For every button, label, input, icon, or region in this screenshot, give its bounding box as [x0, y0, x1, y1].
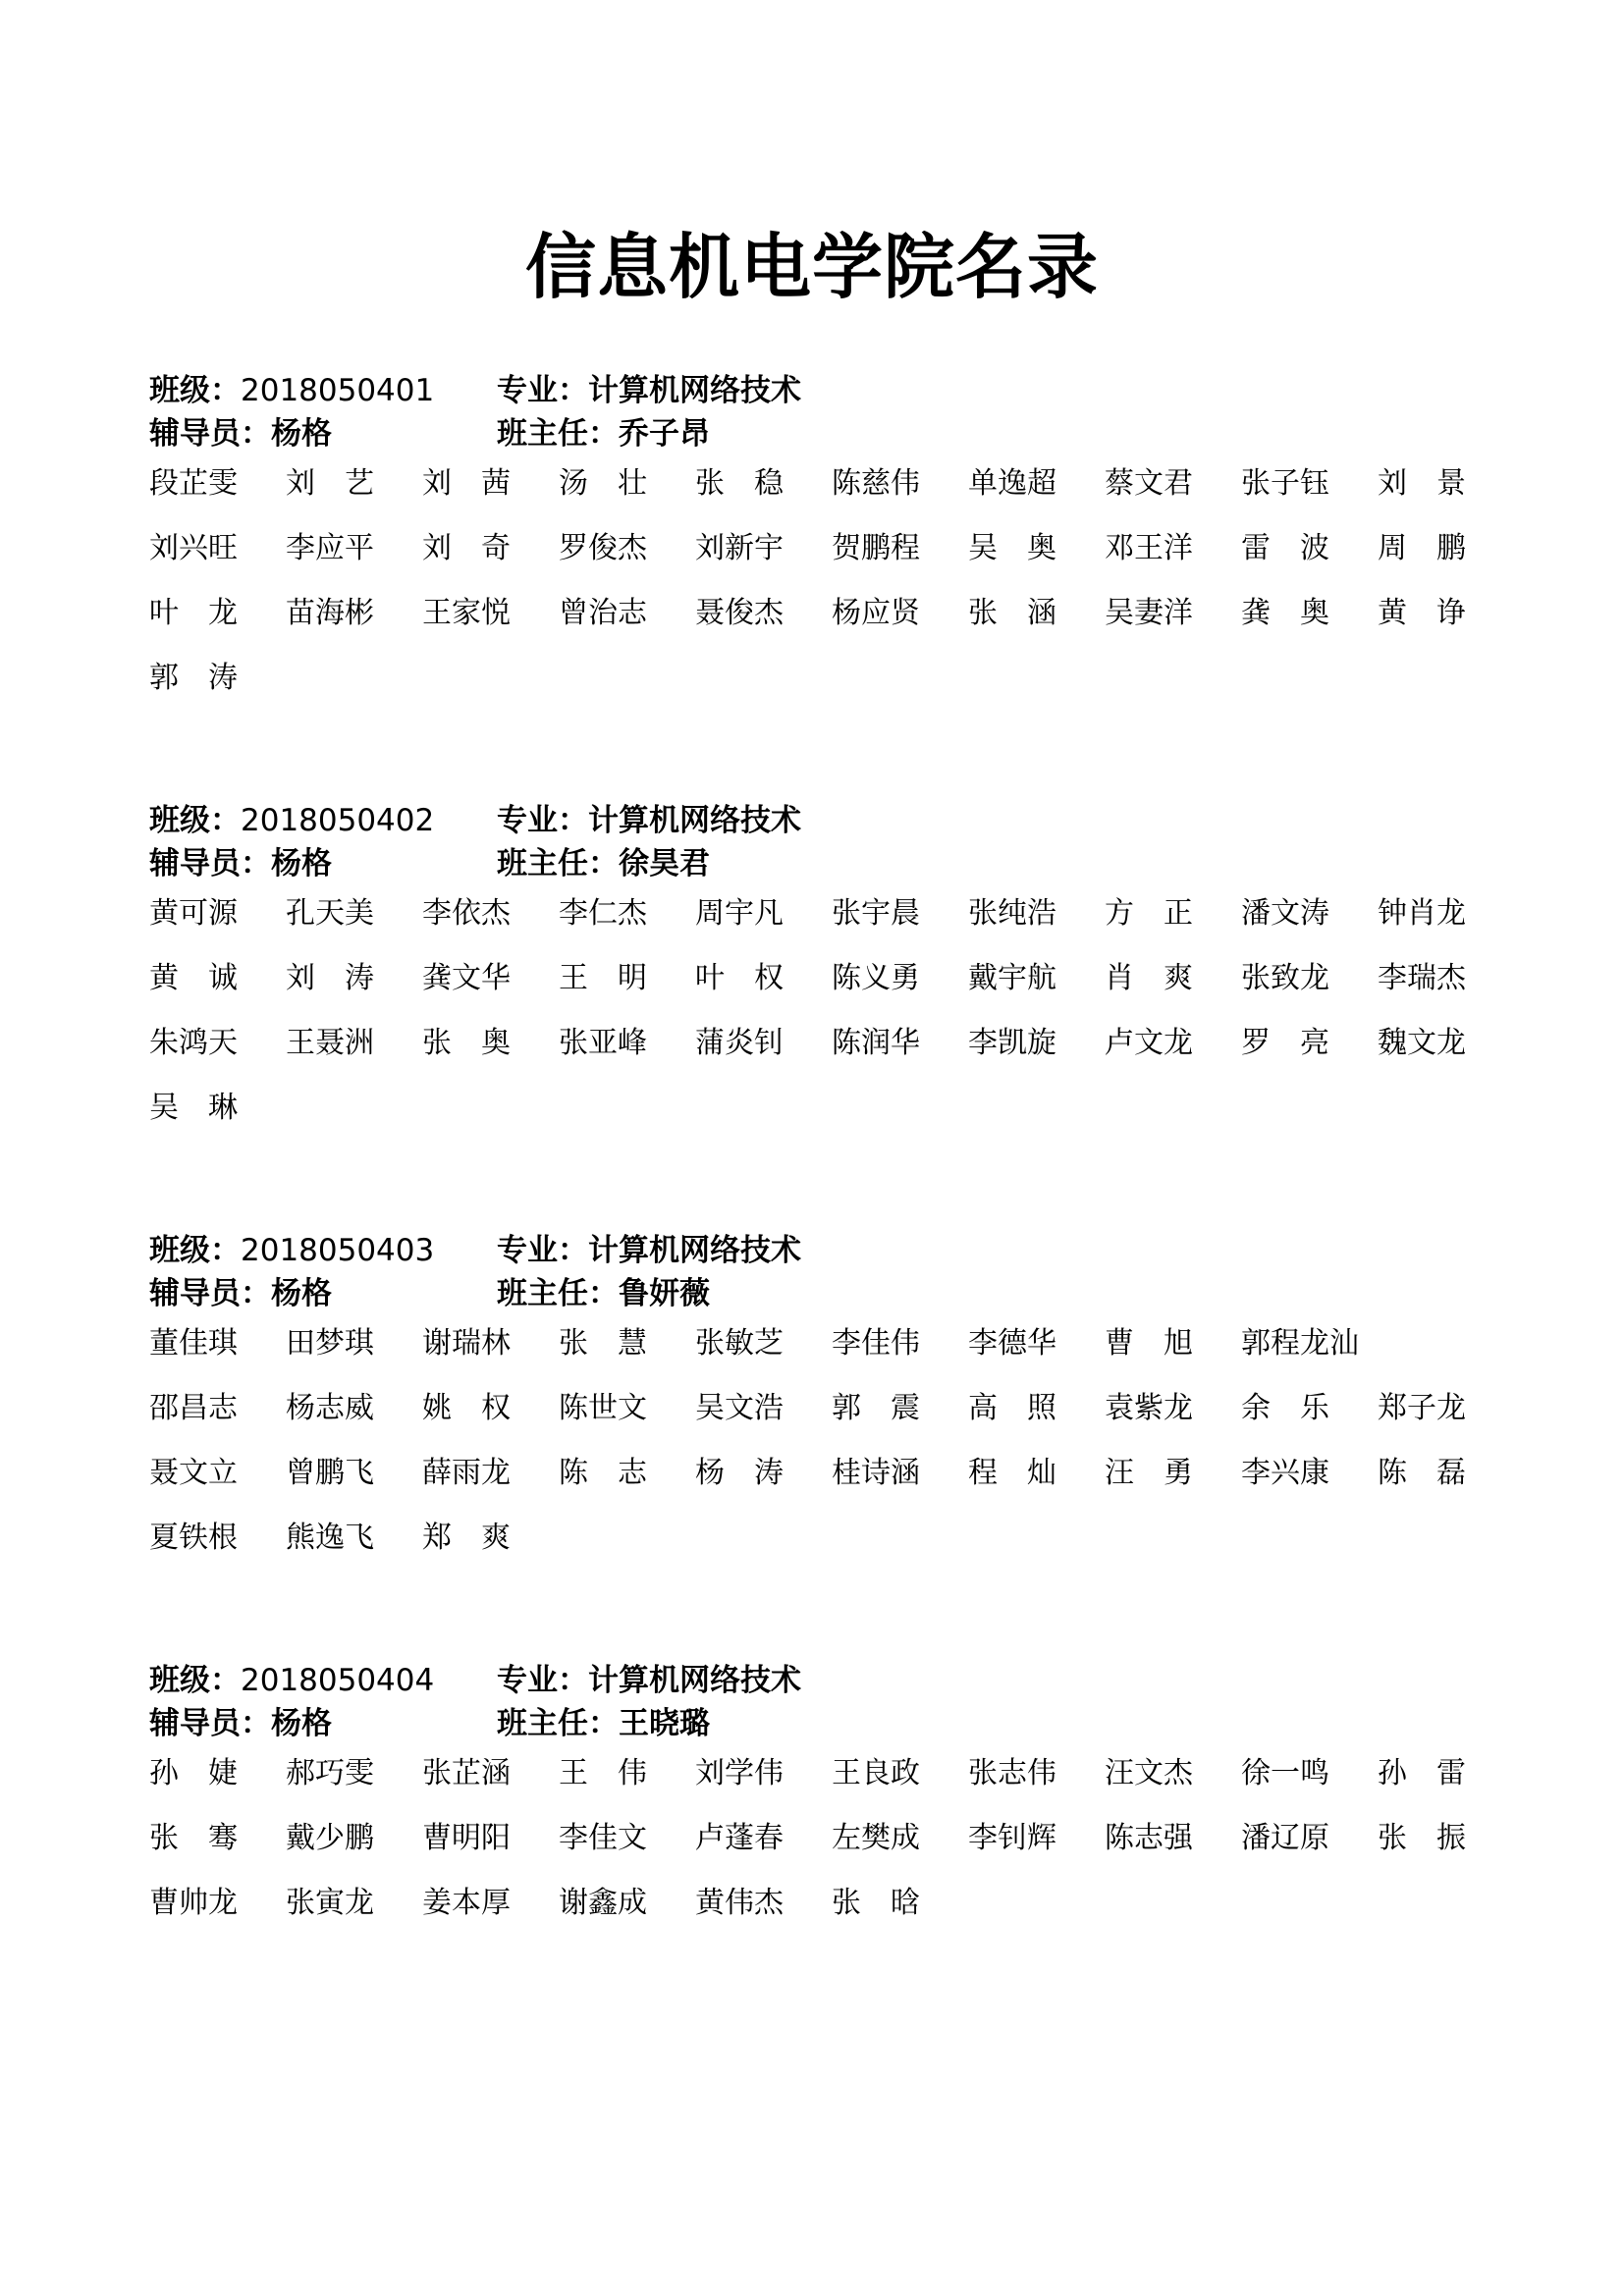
- student-name: 田梦琪: [286, 1326, 374, 1361]
- student-name: 熊逸飞: [286, 1521, 374, 1555]
- student-name: 张 骞: [149, 1821, 238, 1855]
- counselor-label: 辅导员：: [149, 846, 271, 881]
- student-name: 李应平: [286, 531, 374, 565]
- counselor-value: 杨格: [271, 1706, 332, 1741]
- class-section: [149, 1659, 1524, 1946]
- name-row: [149, 1086, 1524, 1150]
- name-row: [149, 1021, 1524, 1086]
- student-name: 钟肖龙: [1378, 896, 1466, 931]
- student-name: 贺鹏程: [832, 531, 920, 565]
- class-number: 2018050401: [241, 373, 435, 408]
- student-name: 夏铁根: [149, 1521, 238, 1555]
- head-teacher-label: 班主任：: [497, 846, 619, 881]
- student-name: 姜本厚: [422, 1886, 511, 1920]
- student-name: 桂诗涵: [832, 1456, 920, 1490]
- staff-header-line: [149, 412, 1524, 455]
- major-label: 专业：: [497, 373, 588, 408]
- student-name: 左樊成: [832, 1821, 920, 1855]
- major-info: [497, 1229, 801, 1272]
- class-header-line: [149, 369, 1524, 412]
- head-teacher-info: [497, 1702, 710, 1745]
- student-name: 潘文涛: [1241, 896, 1329, 931]
- counselor-info: [149, 412, 332, 455]
- student-name: 陈世文: [559, 1391, 647, 1425]
- student-name: 肖 爽: [1105, 961, 1193, 995]
- student-name: 张 晗: [832, 1886, 920, 1920]
- name-row: [149, 1881, 1524, 1946]
- name-row: [149, 526, 1524, 591]
- student-name: 魏文龙: [1378, 1026, 1466, 1060]
- student-name: 卢文龙: [1105, 1026, 1193, 1060]
- class-info: [149, 1659, 434, 1702]
- student-name: 吴文浩: [695, 1391, 784, 1425]
- head-teacher-info: [497, 842, 710, 885]
- name-row: [149, 1751, 1524, 1816]
- class-number: 2018050404: [241, 1663, 435, 1698]
- student-name: 郭 涛: [149, 661, 238, 695]
- student-names-grid: [149, 1751, 1524, 1946]
- staff-header-line: [149, 1272, 1524, 1315]
- student-name: 刘学伟: [695, 1756, 784, 1790]
- student-name: 李仁杰: [559, 896, 647, 931]
- student-name: 黄可源: [149, 896, 238, 931]
- student-name: 张宇晨: [832, 896, 920, 931]
- student-name: 李佳伟: [832, 1326, 920, 1361]
- student-name: 龚 奥: [1241, 596, 1329, 630]
- counselor-label: 辅导员：: [149, 1706, 271, 1741]
- head-teacher-value: 乔子昂: [619, 416, 710, 452]
- student-name: 曾治志: [559, 596, 647, 630]
- student-names-grid: [149, 891, 1524, 1150]
- class-info: [149, 369, 434, 412]
- student-name: 朱鸿天: [149, 1026, 238, 1060]
- student-name: 汪文杰: [1105, 1756, 1193, 1790]
- student-name: 陈慈伟: [832, 466, 920, 501]
- name-row: [149, 461, 1524, 526]
- student-name: 徐一鸣: [1241, 1756, 1329, 1790]
- name-row: [149, 656, 1524, 721]
- student-name: 薛雨龙: [422, 1456, 511, 1490]
- head-teacher-value: 鲁妍薇: [619, 1276, 710, 1311]
- student-name: 雷 波: [1241, 531, 1329, 565]
- student-name: 吴 琳: [149, 1091, 238, 1125]
- name-row: [149, 1386, 1524, 1451]
- student-name: 张纯浩: [968, 896, 1056, 931]
- student-name: 曹明阳: [422, 1821, 511, 1855]
- student-name: 袁紫龙: [1105, 1391, 1193, 1425]
- student-name: 刘 奇: [422, 531, 511, 565]
- class-header-line: [149, 1659, 1524, 1702]
- student-name: 李钊辉: [968, 1821, 1056, 1855]
- student-name: 刘 景: [1378, 466, 1466, 501]
- student-name: 曾鹏飞: [286, 1456, 374, 1490]
- class-label: 班级：: [149, 373, 241, 408]
- student-name: 周宇凡: [695, 896, 784, 931]
- student-name: 刘新宇: [695, 531, 784, 565]
- student-name: 邵昌志: [149, 1391, 238, 1425]
- name-row: [149, 956, 1524, 1021]
- head-teacher-info: [497, 1272, 710, 1315]
- student-name: 谢鑫成: [559, 1886, 647, 1920]
- student-name: 叶 权: [695, 961, 784, 995]
- student-name: 罗俊杰: [559, 531, 647, 565]
- student-name: 郑 爽: [422, 1521, 511, 1555]
- major-value: 计算机网络技术: [588, 803, 801, 838]
- staff-header-line: [149, 842, 1524, 885]
- student-name: 聂文立: [149, 1456, 238, 1490]
- head-teacher-label: 班主任：: [497, 416, 619, 452]
- head-teacher-info: [497, 412, 710, 455]
- student-name: 孙 雷: [1378, 1756, 1466, 1790]
- class-number: 2018050403: [241, 1233, 435, 1268]
- student-name: 张芷涵: [422, 1756, 511, 1790]
- student-name: 单逸超: [968, 466, 1056, 501]
- student-name: 叶 龙: [149, 596, 238, 630]
- student-name: 龚文华: [422, 961, 511, 995]
- student-name: 李凯旋: [968, 1026, 1056, 1060]
- student-name: 张寅龙: [286, 1886, 374, 1920]
- student-name: 程 灿: [968, 1456, 1056, 1490]
- student-name: 郭 震: [832, 1391, 920, 1425]
- student-name: 黄 诚: [149, 961, 238, 995]
- student-name: 高 照: [968, 1391, 1056, 1425]
- student-name: 戴宇航: [968, 961, 1056, 995]
- student-name: 张子钰: [1241, 466, 1329, 501]
- class-header-line: [149, 799, 1524, 842]
- class-header-line: [149, 1229, 1524, 1272]
- name-row: [149, 591, 1524, 656]
- student-name: 段芷雯: [149, 466, 238, 501]
- student-name: 李佳文: [559, 1821, 647, 1855]
- class-label: 班级：: [149, 1663, 241, 1698]
- student-name: 苗海彬: [286, 596, 374, 630]
- major-label: 专业：: [497, 1663, 588, 1698]
- student-name: 聂俊杰: [695, 596, 784, 630]
- student-name: 李德华: [968, 1326, 1056, 1361]
- student-name: 张 慧: [559, 1326, 647, 1361]
- student-name: 黄 诤: [1378, 596, 1466, 630]
- student-name: 吴 奥: [968, 531, 1056, 565]
- student-name: 孔天美: [286, 896, 374, 931]
- student-name: 李兴康: [1241, 1456, 1329, 1490]
- student-name: 刘兴旺: [149, 531, 238, 565]
- student-name: 邓王洋: [1105, 531, 1193, 565]
- student-name: 谢瑞林: [422, 1326, 511, 1361]
- head-teacher-label: 班主任：: [497, 1276, 619, 1311]
- student-name: 王 伟: [559, 1756, 647, 1790]
- name-row: [149, 891, 1524, 956]
- student-name: 王 明: [559, 961, 647, 995]
- counselor-label: 辅导员：: [149, 1276, 271, 1311]
- class-section: [149, 369, 1524, 721]
- class-info: [149, 1229, 434, 1272]
- counselor-info: [149, 1702, 332, 1745]
- student-name: 余 乐: [1241, 1391, 1329, 1425]
- student-name: 张志伟: [968, 1756, 1056, 1790]
- student-name: 刘 茜: [422, 466, 511, 501]
- student-name: 张 振: [1378, 1821, 1466, 1855]
- student-name: 姚 权: [422, 1391, 511, 1425]
- counselor-label: 辅导员：: [149, 416, 271, 452]
- student-name: 刘 艺: [286, 466, 374, 501]
- student-name: 罗 亮: [1241, 1026, 1329, 1060]
- staff-header-line: [149, 1702, 1524, 1745]
- name-row: [149, 1516, 1524, 1580]
- student-name: 张亚峰: [559, 1026, 647, 1060]
- counselor-value: 杨格: [271, 416, 332, 452]
- class-number: 2018050402: [241, 803, 435, 838]
- student-name: 方 正: [1105, 896, 1193, 931]
- student-name: 汪 勇: [1105, 1456, 1193, 1490]
- student-name: 蒲炎钊: [695, 1026, 784, 1060]
- student-name: 戴少鹏: [286, 1821, 374, 1855]
- student-name: 王聂洲: [286, 1026, 374, 1060]
- major-info: [497, 1659, 801, 1702]
- student-names-grid: [149, 461, 1524, 721]
- student-name: 张敏芝: [695, 1326, 784, 1361]
- major-label: 专业：: [497, 1233, 588, 1268]
- student-name: 周 鹏: [1378, 531, 1466, 565]
- student-name: 潘辽原: [1241, 1821, 1329, 1855]
- student-names-grid: [149, 1321, 1524, 1580]
- student-name: 陈润华: [832, 1026, 920, 1060]
- student-name: 王家悦: [422, 596, 511, 630]
- student-name: 曹 旭: [1105, 1326, 1193, 1361]
- major-value: 计算机网络技术: [588, 1663, 801, 1698]
- student-name: 杨志威: [286, 1391, 374, 1425]
- student-name: 郝巧雯: [286, 1756, 374, 1790]
- student-name: 刘 涛: [286, 961, 374, 995]
- student-name: 郭程龙汕: [1241, 1326, 1359, 1361]
- student-name: 李瑞杰: [1378, 961, 1466, 995]
- class-label: 班级：: [149, 803, 241, 838]
- major-label: 专业：: [497, 803, 588, 838]
- class-section: [149, 1229, 1524, 1580]
- class-info: [149, 799, 434, 842]
- page-title: 信息机电学院名录: [524, 226, 1099, 308]
- student-name: 蔡文君: [1105, 466, 1193, 501]
- student-name: 张 稳: [695, 466, 784, 501]
- student-name: 吴妻洋: [1105, 596, 1193, 630]
- counselor-info: [149, 1272, 332, 1315]
- class-label: 班级：: [149, 1233, 241, 1268]
- major-info: [497, 369, 801, 412]
- student-name: 曹帅龙: [149, 1886, 238, 1920]
- name-row: [149, 1321, 1524, 1386]
- major-value: 计算机网络技术: [588, 1233, 801, 1268]
- student-name: 王良政: [832, 1756, 920, 1790]
- head-teacher-value: 徐昊君: [619, 846, 710, 881]
- student-name: 汤 壮: [559, 466, 647, 501]
- head-teacher-value: 王晓璐: [619, 1706, 710, 1741]
- student-name: 陈 志: [559, 1456, 647, 1490]
- student-name: 张致龙: [1241, 961, 1329, 995]
- class-section: [149, 799, 1524, 1150]
- counselor-info: [149, 842, 332, 885]
- name-row: [149, 1451, 1524, 1516]
- head-teacher-label: 班主任：: [497, 1706, 619, 1741]
- student-name: 陈义勇: [832, 961, 920, 995]
- student-name: 张 奥: [422, 1026, 511, 1060]
- major-info: [497, 799, 801, 842]
- major-value: 计算机网络技术: [588, 373, 801, 408]
- student-name: 黄伟杰: [695, 1886, 784, 1920]
- student-name: 卢蓬春: [695, 1821, 784, 1855]
- student-name: 陈志强: [1105, 1821, 1193, 1855]
- counselor-value: 杨格: [271, 846, 332, 881]
- student-name: 董佳琪: [149, 1326, 238, 1361]
- student-name: 张 涵: [968, 596, 1056, 630]
- student-name: 郑子龙: [1378, 1391, 1466, 1425]
- counselor-value: 杨格: [271, 1276, 332, 1311]
- student-name: 杨应贤: [832, 596, 920, 630]
- student-name: 李依杰: [422, 896, 511, 931]
- student-name: 陈 磊: [1378, 1456, 1466, 1490]
- student-name: 杨 涛: [695, 1456, 784, 1490]
- student-name: 孙 婕: [149, 1756, 238, 1790]
- name-row: [149, 1816, 1524, 1881]
